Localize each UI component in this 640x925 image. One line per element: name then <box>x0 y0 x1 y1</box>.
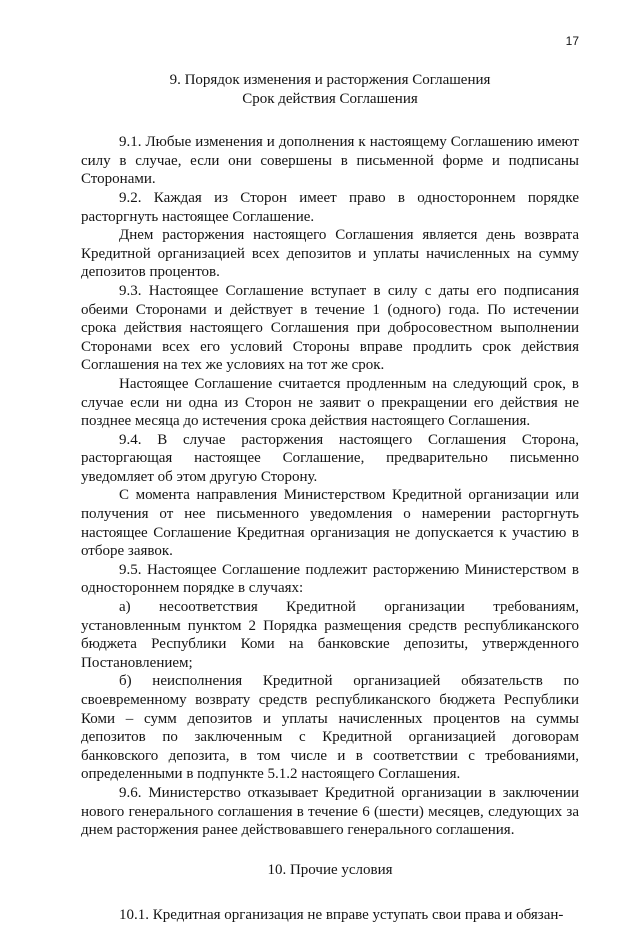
document-body <box>81 71 579 925</box>
paragraph-9-3: 9.3. Настоящее Соглашение вступает в силу с даты его подписания обеими Сторонами и действует в течение 1 (одного) года. По истечении срока действия настоящего Соглашения при добросовестном выполнении Сторонами всех его условий Стороны вправе продлить срок действия Соглашения на тех же условиях на тот же срок. <box>81 282 579 374</box>
section-9-title-line-2: Срок действия Соглашения <box>242 90 418 107</box>
paragraph-9-4-notification: С момента направления Министерством Кредитной организации или получения от нее письменного уведомления о намерении расторгнуть настоящее Соглашение Кредитная организация не допускается к участию в отборе заявок. <box>81 487 579 560</box>
paragraph-9-6: 9.6. Министерство отказывает Кредитной организации в заключении нового генерального соглашения в течение 6 (шести) месяцев, следующих за днем расторжения ранее действовавшего генерального соглашения. <box>81 784 579 839</box>
paragraph-9-1: 9.1. Любые изменения и дополнения к настоящему Соглашению имеют силу в случае, если они совершены в письменной форме и подписаны Сторонами. <box>81 134 579 188</box>
section-9-heading <box>81 71 579 108</box>
paragraph-9-4: 9.4. В случае расторжения настоящего Соглашения Сторона, расторгающая настоящее Соглашение, предварительно письменно уведомляет об этом другую Сторону. <box>81 431 579 485</box>
section-10-title: 10. Прочие условия <box>267 861 393 878</box>
section-10-heading <box>81 861 579 880</box>
paragraph-9-5: 9.5. Настоящее Соглашение подлежит расторжению Министерством в одностороннем порядке в случаях: <box>81 561 579 597</box>
section-9-title-line-1: 9. Порядок изменения и расторжения Соглашения <box>169 72 491 88</box>
paragraph-9-2: 9.2. Каждая из Сторон имеет право в одностороннем порядке расторгнуть настоящее Соглашение. <box>81 189 579 225</box>
paragraph-9-3-extension: Настоящее Соглашение считается продленным на следующий срок, в случае если ни одна из Сторон не заявит о прекращении его действия не позднее месяца до истечения срока действия настоящего Соглашения. <box>81 375 579 430</box>
paragraph-10-1: 10.1. Кредитная организация не вправе уступать свои права и обязан- <box>119 907 564 924</box>
page-number: 17 <box>565 34 579 48</box>
paragraph-9-2-termination-day: Днем расторжения настоящего Соглашения является день возврата Кредитной организацией всех депозитов и уплаты начисленных на сумму депозитов процентов. <box>81 227 579 281</box>
paragraph-9-5-item-a: а) несоответствия Кредитной организации требованиям, установленным пунктом 2 Порядка размещения средств республиканского бюджета Республики Коми на банковские депозиты, утвержденного Постановлением; <box>81 599 579 671</box>
paragraph-9-5-item-b: б) неисполнения Кредитной организацией обязательств по своевременному возврату средств республиканского бюджета Республики Коми – сумм депозитов и уплаты начисленных процентов на суммы депозитов по заключенным с Кредитной организацией договорам банковского депозита, в том числе и в соответствии с требованиями, определенными в подпункте 5.1.2 настоящего Соглашения. <box>81 673 579 783</box>
